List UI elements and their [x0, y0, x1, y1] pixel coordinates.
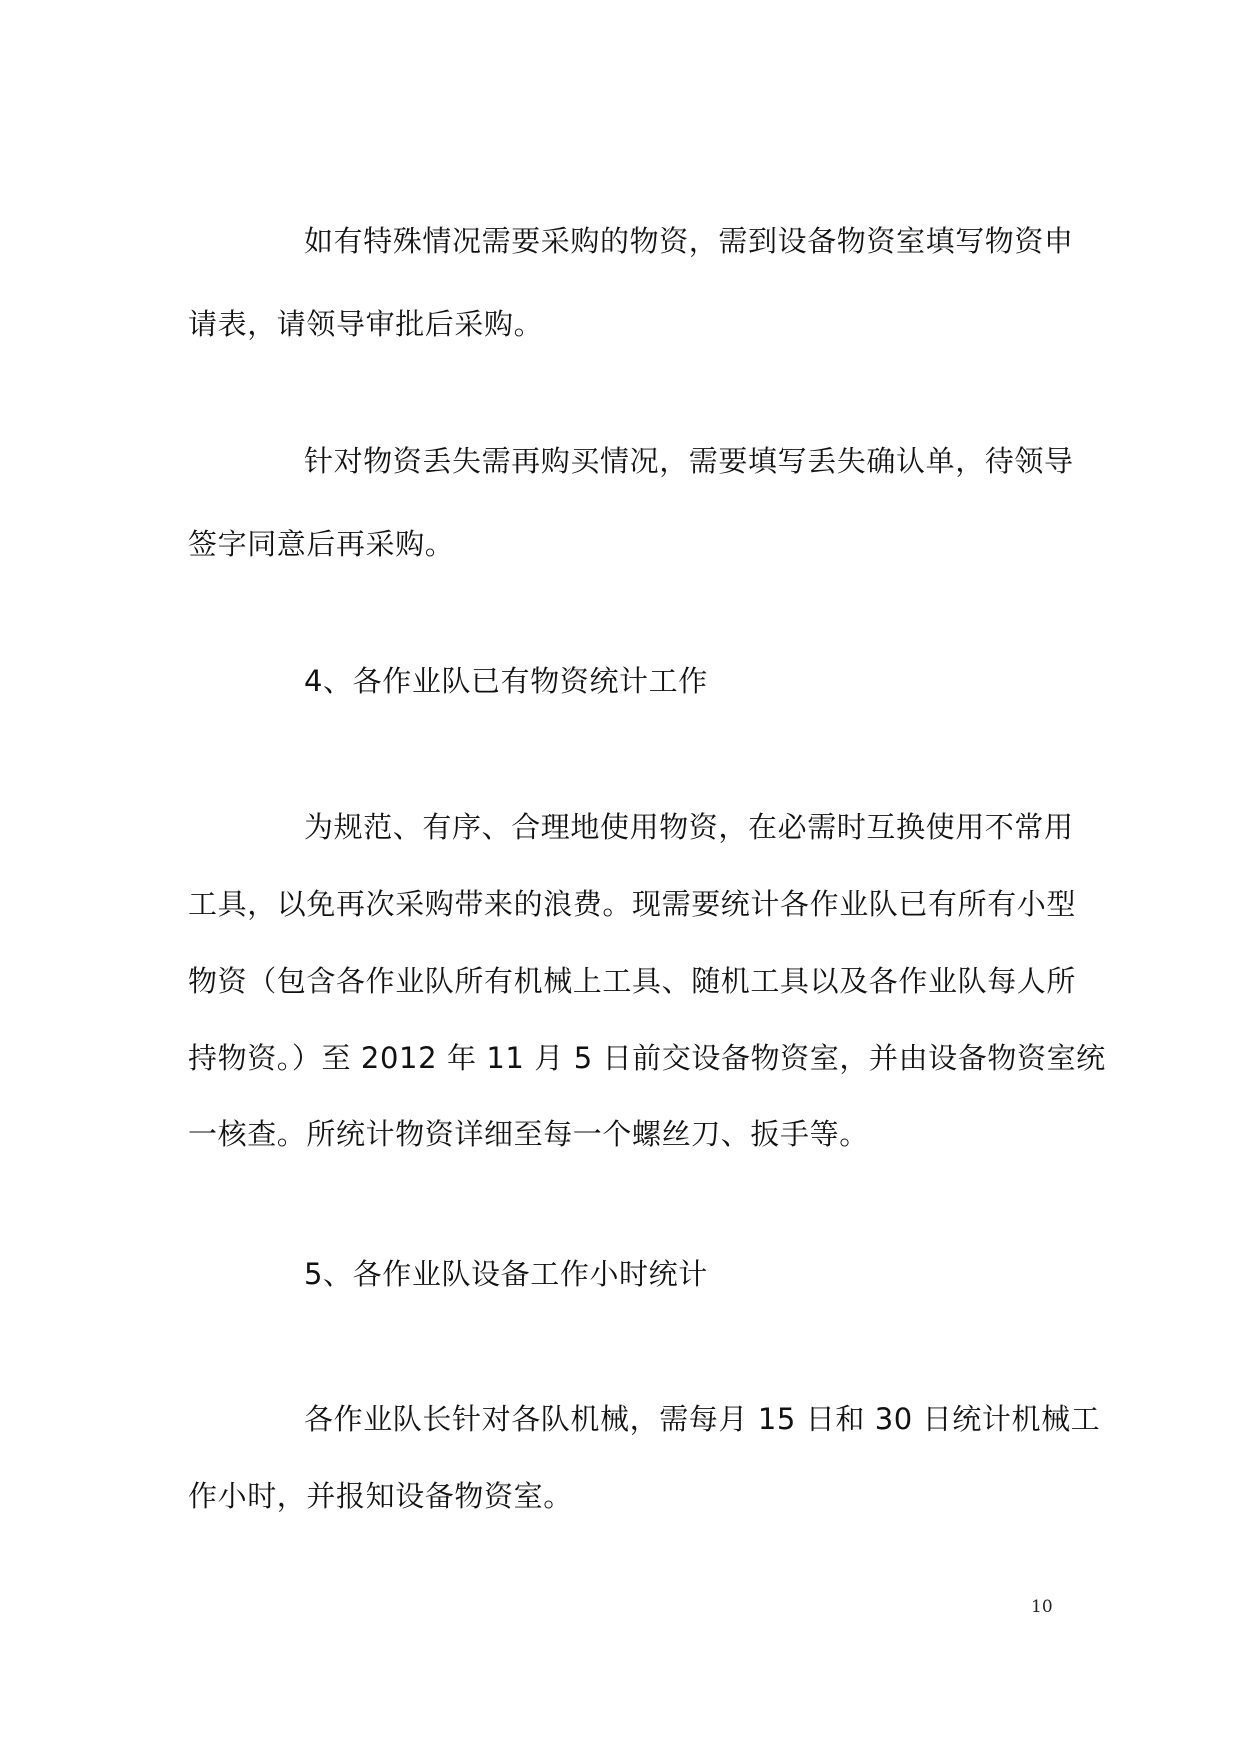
- paragraph-2-line-1: 针对物资丢失需再购买情况，需要填写丢失确认单，待领导: [304, 444, 1074, 478]
- paragraph-3-line-1: 为规范、有序、合理地使用物资，在必需时互换使用不常用: [304, 810, 1074, 844]
- section-heading-5: 5、各作业队设备工作小时统计: [304, 1257, 708, 1291]
- paragraph-3-line-5: 一核查。所统计物资详细至每一个螺丝刀、扳手等。: [188, 1117, 869, 1151]
- paragraph-3-line-3: 物资（包含各作业队所有机械上工具、随机工具以及各作业队每人所: [188, 964, 1077, 998]
- paragraph-4-line-2: 作小时，并报知设备物资室。: [188, 1479, 573, 1513]
- paragraph-1-line-2: 请表，请领导审批后采购。: [188, 307, 544, 341]
- page-number: 10: [1031, 1597, 1053, 1617]
- paragraph-1-line-1: 如有特殊情况需要采购的物资，需到设备物资室填写物资申: [304, 224, 1074, 258]
- paragraph-2-line-2: 签字同意后再采购。: [188, 527, 455, 561]
- paragraph-3-line-4: 持物资。）至 2012 年 11 月 5 日前交设备物资室，并由设备物资室统: [188, 1041, 1106, 1075]
- section-heading-4: 4、各作业队已有物资统计工作: [304, 664, 708, 698]
- paragraph-3-line-2: 工具，以免再次采购带来的浪费。现需要统计各作业队已有所有小型: [188, 887, 1077, 921]
- paragraph-4-line-1: 各作业队长针对各队机械，需每月 15 日和 30 日统计机械工: [304, 1402, 1101, 1436]
